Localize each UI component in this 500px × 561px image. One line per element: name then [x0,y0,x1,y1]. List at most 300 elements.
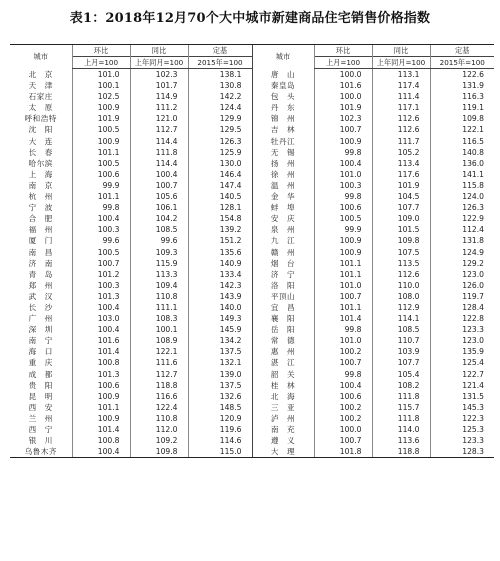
table-title: 表1：2018年12月70个大中城市新建商品住宅销售价格指数 [69,11,431,26]
cell-base-left: 120.9 [188,413,252,424]
cell-mom-left: 101.3 [72,291,130,302]
cell-mom-right: 100.0 [314,69,372,81]
cell-mom-right: 101.1 [314,258,372,269]
cell-yoy-left: 114.9 [130,91,188,102]
table-row [10,435,494,446]
header-yoy-right: 同比 [372,45,430,57]
cell-mom-left: 100.8 [72,357,130,368]
cell-mom-left: 100.3 [72,224,130,235]
cell-yoy-left: 111.6 [130,357,188,368]
header-mom-left: 环比 [72,45,130,57]
cell-base-left: 124.4 [188,102,252,113]
table-row [10,280,494,291]
cell-city-right: 唐 山 [252,69,314,81]
cell-base-right: 123.0 [430,335,494,346]
cell-mom-left: 99.8 [72,202,130,213]
cell-mom-left: 101.9 [72,113,130,124]
cell-city-left: 南 宁 [28,336,53,346]
cell-base-right: 145.3 [430,402,494,413]
table-row [10,258,494,269]
cell-mom-right: 100.4 [314,158,372,169]
cell-yoy-right: 103.9 [372,346,430,357]
cell-yoy-right: 117.1 [372,102,430,113]
cell-base-right: 136.0 [430,158,494,169]
cell-city-left: 郑 州 [28,280,53,290]
cell-city-right: 宜 昌 [252,302,314,313]
cell-base-left: 128.1 [188,202,252,213]
cell-yoy-left: 112.7 [130,369,188,380]
cell-city-right: 烟 台 [252,258,314,269]
header-base-sub-right: 2015年=100 [430,57,494,69]
cell-base-right: 124.9 [430,247,494,258]
header-base-right: 定基 [430,45,494,57]
table-row [10,291,494,302]
cell-city-right: 九 江 [252,235,314,246]
cell-city-right: 泉 州 [252,224,314,235]
cell-yoy-right: 112.9 [372,302,430,313]
cell-city-left: 石家庄 [28,92,53,102]
table-row [10,102,494,113]
cell-yoy-left: 113.3 [130,269,188,280]
cell-city-right: 平顶山 [252,291,314,302]
cell-base-left: 129.5 [188,124,252,135]
cell-base-right: 112.4 [430,224,494,235]
cell-city-right: 徐 州 [252,169,314,180]
cell-city-left: 呼和浩特 [24,114,57,124]
cell-mom-left: 100.9 [72,391,130,402]
cell-yoy-right: 113.4 [372,158,430,169]
cell-city-right: 扬 州 [252,158,314,169]
table-body [10,69,494,458]
cell-base-right: 122.7 [430,369,494,380]
cell-base-right: 128.4 [430,302,494,313]
cell-mom-left: 99.9 [72,180,130,191]
cell-mom-right: 100.4 [314,380,372,391]
cell-city-left: 南 京 [28,180,53,190]
cell-yoy-left: 109.8 [130,446,188,458]
cell-yoy-right: 112.6 [372,124,430,135]
cell-yoy-left: 109.2 [130,435,188,446]
table-row [10,136,494,147]
cell-mom-left: 100.3 [72,280,130,291]
cell-city-left: 乌鲁木齐 [10,446,72,458]
cell-city-right: 大 理 [252,446,314,458]
cell-yoy-left: 114.4 [130,158,188,169]
cell-mom-right: 100.2 [314,346,372,357]
table-row [10,269,494,280]
cell-base-right: 122.1 [430,124,494,135]
cell-mom-right: 101.1 [314,302,372,313]
cell-mom-left: 100.6 [72,380,130,391]
cell-yoy-right: 101.5 [372,224,430,235]
cell-base-left: 145.9 [188,324,252,335]
cell-yoy-left: 112.0 [130,424,188,435]
cell-yoy-right: 101.9 [372,180,430,191]
cell-yoy-left: 104.2 [130,213,188,224]
header-yoy-sub-left: 上年同月=100 [130,57,188,69]
cell-base-right: 122.8 [430,313,494,324]
cell-yoy-left: 121.0 [130,113,188,124]
cell-yoy-right: 104.5 [372,191,430,202]
header-mom-right: 环比 [314,45,372,57]
table-row [10,324,494,335]
cell-yoy-right: 109.8 [372,235,430,246]
cell-base-left: 132.6 [188,391,252,402]
cell-yoy-right: 115.7 [372,402,430,413]
cell-base-right: 123.3 [430,435,494,446]
table-row [10,380,494,391]
table-row [10,213,494,224]
header-city-left: 城市 [10,45,72,69]
header-city-right: 城市 [252,45,314,69]
cell-mom-right: 100.9 [314,247,372,258]
cell-city-left: 合 肥 [28,214,53,224]
cell-mom-left: 101.0 [72,69,130,81]
cell-yoy-left: 114.4 [130,136,188,147]
cell-base-left: 137.5 [188,346,252,357]
table-row [10,80,494,91]
table-row [10,369,494,380]
cell-base-right: 124.0 [430,191,494,202]
cell-base-left: 143.9 [188,291,252,302]
cell-city-right: 襄 阳 [252,313,314,324]
cell-city-left: 贵 阳 [28,380,53,390]
cell-mom-left: 100.4 [72,446,130,458]
cell-base-right: 122.6 [430,69,494,81]
cell-city-right: 常 德 [252,335,314,346]
cell-base-right: 125.4 [430,357,494,368]
cell-mom-right: 101.1 [314,269,372,280]
cell-yoy-left: 112.7 [130,124,188,135]
cell-city-left: 宁 波 [28,203,53,213]
cell-mom-right: 101.6 [314,80,372,91]
cell-base-left: 138.1 [188,69,252,81]
cell-yoy-right: 110.0 [372,280,430,291]
price-index-table-wrap [10,44,494,458]
cell-yoy-left: 108.3 [130,313,188,324]
cell-yoy-left: 99.6 [130,235,188,246]
cell-yoy-right: 111.8 [372,391,430,402]
cell-base-left: 137.5 [188,380,252,391]
header-yoy-sub-right: 上年同月=100 [372,57,430,69]
cell-city-left: 深 圳 [28,325,53,335]
cell-base-right: 123.3 [430,324,494,335]
table-row [10,346,494,357]
cell-base-right: 116.3 [430,91,494,102]
table-row [10,91,494,102]
cell-city-left: 海 口 [28,347,53,357]
cell-mom-right: 100.7 [314,124,372,135]
table-row [10,302,494,313]
table-row [10,446,494,458]
cell-base-left: 151.2 [188,235,252,246]
cell-city-right: 北 海 [252,391,314,402]
cell-mom-left: 101.1 [72,402,130,413]
cell-yoy-right: 108.2 [372,380,430,391]
cell-yoy-right: 105.2 [372,147,430,158]
cell-base-left: 140.5 [188,191,252,202]
cell-yoy-right: 114.1 [372,313,430,324]
cell-city-left: 哈尔滨 [28,158,53,168]
cell-yoy-right: 111.8 [372,413,430,424]
cell-mom-right: 99.8 [314,147,372,158]
cell-yoy-left: 110.8 [130,413,188,424]
table-row [10,357,494,368]
cell-yoy-right: 117.4 [372,80,430,91]
table-row [10,402,494,413]
cell-city-left: 武 汉 [28,291,53,301]
cell-city-right: 桂 林 [252,380,314,391]
cell-mom-right: 100.5 [314,213,372,224]
cell-city-right: 秦皇岛 [252,80,314,91]
table-row [10,424,494,435]
cell-city-right: 无 锡 [252,147,314,158]
cell-mom-right: 99.8 [314,191,372,202]
cell-city-left: 青 岛 [28,269,53,279]
cell-base-right: 140.8 [430,147,494,158]
cell-yoy-left: 122.4 [130,402,188,413]
cell-city-right: 安 庆 [252,213,314,224]
table-row [10,247,494,258]
cell-base-left: 139.0 [188,369,252,380]
cell-mom-left: 100.9 [72,136,130,147]
cell-yoy-right: 118.8 [372,446,430,458]
cell-mom-left: 100.9 [72,102,130,113]
cell-base-left: 130.0 [188,158,252,169]
table-row [10,158,494,169]
cell-mom-right: 100.0 [314,91,372,102]
cell-city-right: 温 州 [252,180,314,191]
cell-city-right: 三 亚 [252,402,314,413]
cell-base-left: 114.6 [188,435,252,446]
cell-city-left: 银 川 [28,436,53,446]
cell-base-left: 135.6 [188,247,252,258]
cell-base-left: 149.3 [188,313,252,324]
cell-mom-left: 100.7 [72,258,130,269]
cell-city-right: 牡丹江 [252,136,314,147]
table-row [10,113,494,124]
cell-city-left: 广 州 [28,314,53,324]
table-row [10,124,494,135]
cell-mom-right: 100.7 [314,291,372,302]
cell-base-left: 147.4 [188,180,252,191]
table-row [10,69,494,81]
cell-mom-right: 100.6 [314,202,372,213]
cell-mom-right: 99.8 [314,369,372,380]
cell-mom-left: 100.8 [72,435,130,446]
cell-base-right: 129.2 [430,258,494,269]
cell-base-left: 125.9 [188,147,252,158]
cell-mom-left: 100.4 [72,213,130,224]
cell-city-left: 福 州 [28,225,53,235]
cell-yoy-right: 111.7 [372,136,430,147]
cell-base-right: 115.8 [430,180,494,191]
cell-mom-left: 99.6 [72,235,130,246]
cell-base-left: 148.5 [188,402,252,413]
cell-mom-right: 101.4 [314,313,372,324]
cell-city-left: 厦 门 [28,236,53,246]
cell-base-left: 140.9 [188,258,252,269]
header-base-sub-left: 2015年=100 [188,57,252,69]
cell-city-right: 洛 阳 [252,280,314,291]
table-row [10,235,494,246]
cell-base-right: 128.3 [430,446,494,458]
cell-yoy-right: 109.0 [372,213,430,224]
cell-mom-left: 101.1 [72,191,130,202]
table-row [10,391,494,402]
cell-yoy-left: 118.8 [130,380,188,391]
cell-mom-right: 100.2 [314,413,372,424]
cell-yoy-right: 114.0 [372,424,430,435]
cell-base-right: 131.9 [430,80,494,91]
cell-base-right: 126.0 [430,280,494,291]
cell-yoy-left: 116.6 [130,391,188,402]
cell-mom-right: 99.8 [314,324,372,335]
cell-city-left: 兰 州 [28,413,53,423]
cell-city-left: 杭 州 [28,192,53,202]
cell-yoy-right: 117.6 [372,169,430,180]
cell-city-left: 沈 阳 [28,125,53,135]
cell-yoy-right: 108.0 [372,291,430,302]
cell-city-left: 济 南 [28,258,53,268]
cell-city-right: 锦 州 [252,113,314,124]
cell-yoy-left: 109.4 [130,280,188,291]
cell-yoy-left: 106.1 [130,202,188,213]
cell-mom-left: 100.1 [72,80,130,91]
header-base-left: 定基 [188,45,252,57]
cell-city-right: 湛 江 [252,357,314,368]
cell-mom-right: 101.9 [314,102,372,113]
cell-yoy-left: 100.4 [130,169,188,180]
cell-yoy-left: 111.8 [130,147,188,158]
table-row [10,147,494,158]
cell-base-left: 119.6 [188,424,252,435]
cell-yoy-left: 110.8 [130,291,188,302]
cell-mom-right: 100.9 [314,235,372,246]
cell-base-right: 122.3 [430,413,494,424]
cell-yoy-left: 115.9 [130,258,188,269]
cell-base-left: 154.8 [188,213,252,224]
cell-mom-left: 101.1 [72,147,130,158]
cell-base-right: 119.1 [430,102,494,113]
cell-city-left: 北 京 [28,69,53,79]
cell-base-right: 122.9 [430,213,494,224]
table-row [10,335,494,346]
cell-city-left: 西 安 [28,402,53,412]
cell-mom-right: 100.9 [314,136,372,147]
cell-mom-left: 100.5 [72,158,130,169]
cell-mom-right: 100.2 [314,402,372,413]
header-mom-sub-left: 上月=100 [72,57,130,69]
cell-city-right: 济 宁 [252,269,314,280]
cell-city-right: 赣 州 [252,247,314,258]
cell-city-right: 韶 关 [252,369,314,380]
cell-mom-right: 99.9 [314,224,372,235]
cell-mom-right: 101.0 [314,335,372,346]
cell-yoy-right: 113.5 [372,258,430,269]
cell-city-left: 太 原 [28,103,53,113]
cell-base-right: 116.5 [430,136,494,147]
cell-base-right: 125.3 [430,424,494,435]
cell-mom-left: 100.6 [72,169,130,180]
cell-city-left: 重 庆 [28,358,53,368]
cell-mom-left: 101.4 [72,424,130,435]
cell-city-left: 昆 明 [28,391,53,401]
cell-mom-left: 103.0 [72,313,130,324]
cell-city-right: 吉 林 [252,124,314,135]
cell-base-right: 141.1 [430,169,494,180]
header-mom-sub-right: 上月=100 [314,57,372,69]
cell-base-left: 129.9 [188,113,252,124]
cell-city-left: 上 海 [28,169,53,179]
cell-city-right: 丹 东 [252,102,314,113]
cell-base-left: 126.3 [188,136,252,147]
cell-base-left: 142.3 [188,280,252,291]
table-row [10,313,494,324]
cell-city-left: 成 都 [28,369,53,379]
cell-base-right: 119.7 [430,291,494,302]
cell-yoy-left: 111.2 [130,102,188,113]
cell-city-left: 天 津 [28,81,53,91]
cell-base-left: 130.8 [188,80,252,91]
cell-yoy-right: 105.4 [372,369,430,380]
cell-city-right: 蚌 埠 [252,202,314,213]
cell-base-left: 115.0 [188,446,252,458]
table-row [10,169,494,180]
table-row [10,413,494,424]
cell-yoy-left: 108.5 [130,224,188,235]
cell-mom-right: 100.7 [314,357,372,368]
cell-city-right: 岳 阳 [252,324,314,335]
cell-city-right: 包 头 [252,91,314,102]
cell-base-left: 140.0 [188,302,252,313]
cell-city-right: 金 华 [252,191,314,202]
cell-base-right: 123.0 [430,269,494,280]
cell-city-left: 大 连 [28,136,53,146]
cell-mom-left: 101.2 [72,269,130,280]
cell-base-right: 109.8 [430,113,494,124]
cell-base-right: 131.8 [430,235,494,246]
price-index-table [10,44,494,458]
cell-mom-left: 100.5 [72,247,130,258]
cell-mom-left: 101.6 [72,335,130,346]
cell-yoy-right: 112.6 [372,113,430,124]
cell-yoy-right: 110.7 [372,335,430,346]
header-yoy-left: 同比 [130,45,188,57]
cell-yoy-right: 108.5 [372,324,430,335]
cell-mom-right: 100.0 [314,424,372,435]
cell-city-left: 南 昌 [28,247,53,257]
table-row [10,180,494,191]
cell-city-right: 南 充 [252,424,314,435]
cell-mom-left: 100.9 [72,413,130,424]
cell-yoy-right: 107.7 [372,202,430,213]
cell-yoy-right: 113.1 [372,69,430,81]
cell-mom-right: 101.8 [314,446,372,458]
cell-base-left: 146.4 [188,169,252,180]
cell-yoy-right: 113.6 [372,435,430,446]
cell-mom-left: 102.5 [72,91,130,102]
cell-yoy-left: 122.1 [130,346,188,357]
cell-mom-left: 100.4 [72,302,130,313]
cell-base-right: 126.3 [430,202,494,213]
cell-city-left: 长 春 [28,147,53,157]
cell-base-right: 131.5 [430,391,494,402]
cell-base-left: 134.2 [188,335,252,346]
cell-yoy-left: 102.3 [130,69,188,81]
cell-yoy-left: 108.9 [130,335,188,346]
cell-yoy-left: 100.1 [130,324,188,335]
